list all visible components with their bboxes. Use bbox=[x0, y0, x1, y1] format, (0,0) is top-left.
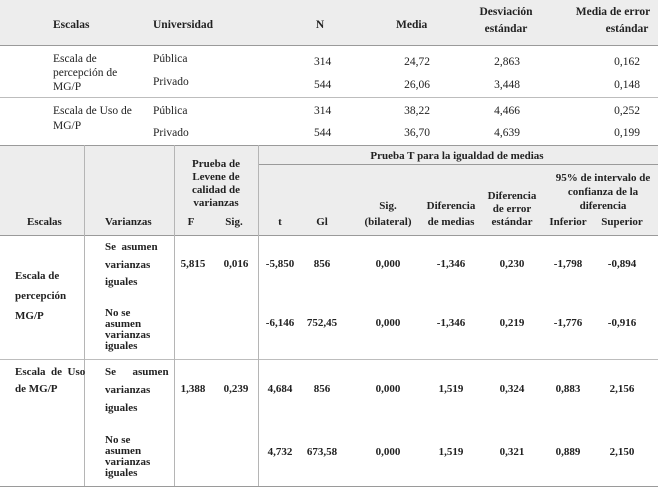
table-cell: 24,72 bbox=[404, 56, 430, 68]
scale-label: MG/P bbox=[53, 81, 82, 93]
scale-label: percepción bbox=[15, 290, 67, 302]
divider bbox=[0, 235, 658, 236]
scale-label: percepción de bbox=[53, 67, 118, 79]
variance-label: No se bbox=[105, 307, 131, 319]
table-cell: 752,45 bbox=[306, 317, 338, 329]
col-header-levene: Prueba de bbox=[192, 158, 240, 170]
scale-label: MG/P bbox=[15, 310, 44, 322]
col-header-superior: Superior bbox=[601, 216, 643, 228]
variance-label: iguales bbox=[105, 276, 138, 288]
column-divider bbox=[174, 145, 175, 486]
table-cell: 0,000 bbox=[375, 258, 401, 270]
table-cell: Pública bbox=[153, 53, 188, 65]
table-cell: 0,000 bbox=[375, 317, 401, 329]
col-header-diferencia-error: Diferencia bbox=[487, 190, 537, 202]
col-header-universidad: Universidad bbox=[153, 19, 214, 31]
col-header-sig-bilateral: (bilateral) bbox=[364, 216, 412, 228]
col-header-t: t bbox=[278, 216, 282, 228]
table-cell: 673,58 bbox=[306, 446, 338, 458]
variance-label: varianzas bbox=[105, 259, 151, 271]
table-cell: 4,732 bbox=[267, 446, 293, 458]
col-header-desviacion: estándar bbox=[484, 23, 528, 35]
table-cell: 2,150 bbox=[609, 446, 635, 458]
table-cell: 38,22 bbox=[404, 105, 430, 117]
table-cell: Privado bbox=[153, 76, 189, 88]
table-cell: 314 bbox=[314, 56, 332, 68]
scale-label: Escala de Uso de bbox=[53, 105, 132, 117]
variance-label: asumen bbox=[105, 318, 142, 330]
table-cell: 544 bbox=[314, 127, 332, 139]
col-header-ci: confianza de la bbox=[567, 186, 639, 198]
variance-label: varianzas bbox=[105, 329, 151, 341]
table-cell: Privado bbox=[153, 127, 189, 139]
col-header-gl: Gl bbox=[316, 216, 328, 228]
variance-label: iguales bbox=[105, 467, 138, 479]
col-header-media-error: Media de error bbox=[575, 6, 651, 18]
scale-label: MG/P bbox=[53, 120, 82, 132]
column-divider bbox=[84, 145, 85, 486]
col-header-escalas: Escalas bbox=[53, 19, 90, 31]
table-cell: 0,252 bbox=[614, 105, 640, 117]
divider bbox=[0, 145, 658, 146]
col-header-media: Media bbox=[396, 19, 428, 31]
table-cell: -1,776 bbox=[553, 317, 583, 329]
table-cell: 856 bbox=[313, 383, 331, 395]
variance-label: varianzas bbox=[105, 456, 151, 468]
table-cell: 0,883 bbox=[555, 383, 581, 395]
scale-label: Escala de Uso bbox=[15, 366, 86, 378]
col-header-levene: varianzas bbox=[193, 197, 239, 209]
col-header-ci: diferencia bbox=[579, 200, 627, 212]
table-cell: 0,324 bbox=[499, 383, 525, 395]
table-cell: 0,000 bbox=[375, 446, 401, 458]
table-cell: 0,148 bbox=[614, 79, 640, 91]
table-cell: -1,798 bbox=[553, 258, 583, 270]
divider bbox=[0, 359, 658, 360]
table-cell: -6,146 bbox=[265, 317, 295, 329]
table-cell: 0,000 bbox=[375, 383, 401, 395]
col-header-f: F bbox=[187, 216, 195, 228]
table-cell: 1,519 bbox=[438, 383, 464, 395]
table-cell: 0,016 bbox=[223, 258, 249, 270]
table-cell: 4,466 bbox=[494, 105, 520, 117]
column-divider bbox=[258, 145, 259, 486]
table-cell: 1,519 bbox=[438, 446, 464, 458]
table-cell: 0,230 bbox=[499, 258, 525, 270]
table-cell: -1,346 bbox=[436, 258, 466, 270]
scale-label: Escala de bbox=[53, 53, 97, 65]
table-cell: 544 bbox=[314, 79, 332, 91]
table-cell: 0,219 bbox=[499, 317, 525, 329]
table-cell: 0,199 bbox=[614, 127, 640, 139]
variance-label: asumen bbox=[105, 445, 142, 457]
table-cell: -0,894 bbox=[607, 258, 637, 270]
col-header-sig: Sig. bbox=[225, 216, 243, 228]
col-header-sig-bilateral: Sig. bbox=[379, 200, 397, 212]
table-cell: 5,815 bbox=[180, 258, 206, 270]
col-header-inferior: Inferior bbox=[549, 216, 587, 228]
variance-label: Se asumen bbox=[105, 241, 158, 253]
table-cell: 0,889 bbox=[555, 446, 581, 458]
variance-label: No se bbox=[105, 434, 131, 446]
col-header-diferencia-error: de error bbox=[492, 203, 532, 215]
table-cell: 2,156 bbox=[609, 383, 635, 395]
table1-header-band bbox=[0, 0, 658, 45]
divider bbox=[0, 97, 658, 98]
table-cell: 3,448 bbox=[494, 79, 520, 91]
col-header-ttest: Prueba T para la igualdad de medias bbox=[370, 150, 544, 162]
table-cell: 0,162 bbox=[614, 56, 640, 68]
col-header-varianzas: Varianzas bbox=[105, 216, 152, 228]
table-cell: 0,239 bbox=[223, 383, 249, 395]
col-header-desviacion: Desviación bbox=[479, 6, 533, 18]
col-header-media-error: estándar bbox=[605, 23, 649, 35]
table-cell: 36,70 bbox=[404, 127, 430, 139]
table-cell: 0,321 bbox=[499, 446, 525, 458]
table-cell: 4,639 bbox=[494, 127, 520, 139]
col-header-levene: calidad de bbox=[192, 184, 240, 196]
variance-label: varianzas bbox=[105, 384, 151, 396]
col-header-ci: 95% de intervalo de bbox=[555, 172, 651, 184]
table-cell: 4,684 bbox=[267, 383, 293, 395]
col-header-diferencia-medias: de medias bbox=[427, 216, 475, 228]
col-header-levene: Levene de bbox=[192, 171, 240, 183]
table-cell: -1,346 bbox=[436, 317, 466, 329]
col-header-escalas: Escalas bbox=[27, 216, 62, 228]
divider bbox=[258, 164, 658, 165]
variance-label: Se asumen bbox=[105, 366, 169, 378]
col-header-diferencia-error: estándar bbox=[491, 216, 533, 228]
col-header-n: N bbox=[315, 19, 325, 31]
table-cell: Pública bbox=[153, 105, 188, 117]
divider bbox=[0, 45, 658, 46]
scale-label: Escala de bbox=[15, 270, 60, 282]
table-cell: 1,388 bbox=[180, 383, 206, 395]
table-cell: -0,916 bbox=[607, 317, 637, 329]
table-cell: 856 bbox=[313, 258, 331, 270]
variance-label: iguales bbox=[105, 340, 138, 352]
table-cell: 2,863 bbox=[494, 56, 520, 68]
table-cell: 314 bbox=[314, 105, 332, 117]
scale-label: de MG/P bbox=[15, 383, 58, 395]
variance-label: iguales bbox=[105, 402, 138, 414]
table-cell: 26,06 bbox=[404, 79, 430, 91]
table-cell: -5,850 bbox=[265, 258, 295, 270]
divider bbox=[0, 486, 658, 487]
col-header-diferencia-medias: Diferencia bbox=[426, 200, 476, 212]
